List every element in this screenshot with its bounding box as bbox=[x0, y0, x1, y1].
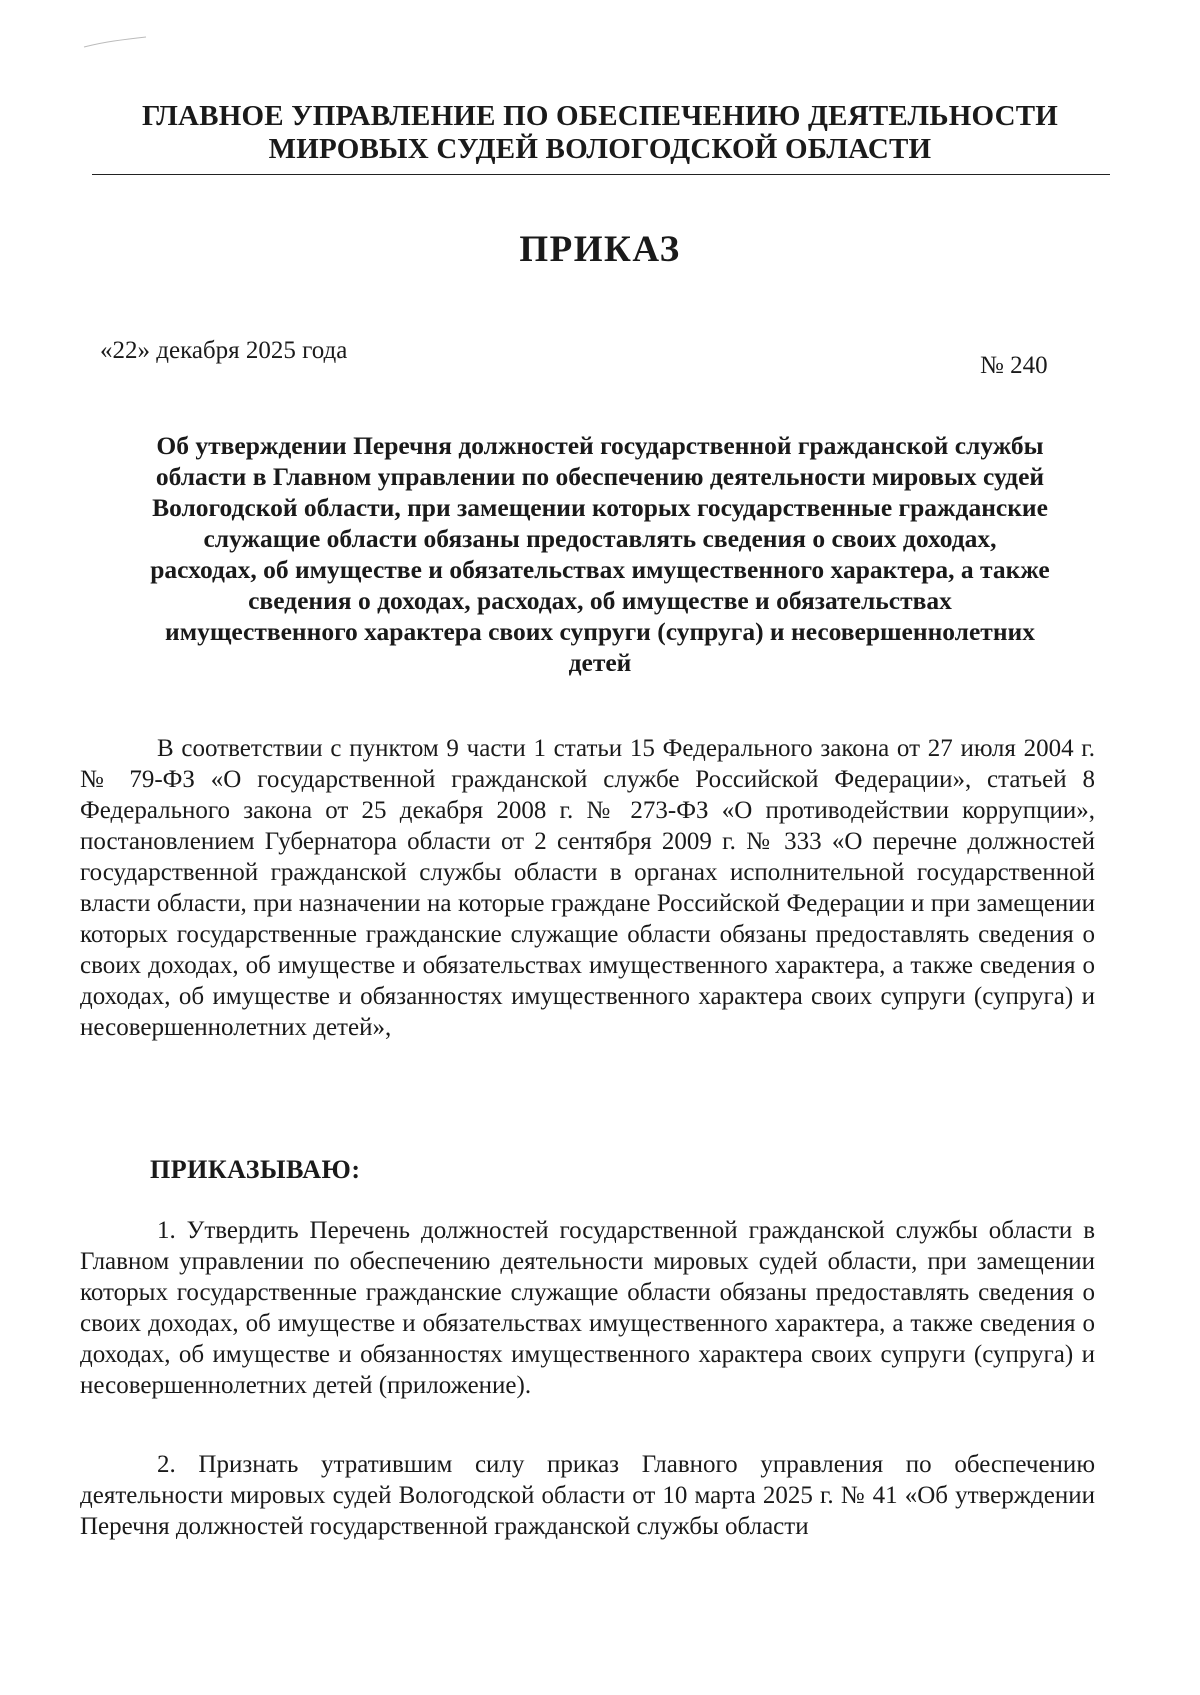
header-rule bbox=[92, 174, 1110, 175]
orders-label: ПРИКАЗЫВАЮ: bbox=[150, 1155, 361, 1184]
preamble-paragraph: В соответствии с пунктом 9 части 1 статьи 15 Федерального закона от 27 июля 2004 г. № 79-ФЗ «О государственной гражданской службе Российской Федерации», статьей 8 Федерального закона от 25 декабря 2008 г. № 273-ФЗ «О противодействии коррупции», постановлением Губернатора области от 2 сентября 2009 г. № 333 «О перечне должностей государственной гражданской службы области в органах исполнительной государственной власти области, при назначении на которые граждане Российской Федерации и при замещении которых государственные гражданские служащие области обязаны предоставлять сведения о своих доходах, об имуществе и обязательствах имущественного характера, а также сведения о доходах, об имуществе и обязанностях имущественного характера своих супруги (супруга) и несовершеннолетних детей», bbox=[80, 735, 1095, 1041]
document-date: «22» декабря 2025 года bbox=[100, 337, 348, 364]
subject-line: имущественного характера своих супруги (супруга) и несовершеннолетних bbox=[165, 617, 1035, 646]
subject-line: сведения о доходах, расходах, об имуществе и обязательствах bbox=[248, 586, 952, 615]
subject-line: Вологодской области, при замещении которых государственные гражданские bbox=[152, 493, 1048, 522]
order-item-1: 1. Утвердить Перечень должностей государственной гражданской службы области в Главном управлении по обеспечению деятельности мировых судей области, при замещении которых государственные гражданские служащие области обязаны предоставлять сведения о своих доходах, об имуществе и обязательствах имущественного характера, а также сведения о доходах, об имуществе и обязанностях имущественного характера своих супруги (супруга) и несовершеннолетних детей (приложение). bbox=[80, 1217, 1095, 1399]
subject-line: служащие области обязаны предоставлять сведения о своих доходах, bbox=[203, 524, 997, 553]
organization-line-2: МИРОВЫХ СУДЕЙ ВОЛОГОДСКОЙ ОБЛАСТИ bbox=[268, 133, 932, 165]
order-item-2: 2. Признать утратившим силу приказ Главного управления по обеспечению деятельности мировых судей Вологодской области от 10 марта 2025 г. № 41 «Об утверждении Перечня должностей государственной гражданской службы области bbox=[80, 1451, 1095, 1540]
subject-line: Об утверждении Перечня должностей государственной гражданской службы bbox=[156, 431, 1044, 460]
scan-mark-icon bbox=[80, 35, 150, 51]
document-number: № 240 bbox=[980, 352, 1048, 379]
subject-line: области в Главном управлении по обеспечению деятельности мировых судей bbox=[155, 462, 1045, 491]
subject-line: детей bbox=[568, 648, 632, 677]
subject-line: расходах, об имуществе и обязательствах имущественного характера, а также bbox=[150, 555, 1050, 584]
document-subject bbox=[78, 430, 1122, 678]
organization-line-1: ГЛАВНОЕ УПРАВЛЕНИЕ ПО ОБЕСПЕЧЕНИЮ ДЕЯТЕЛЬНОСТИ bbox=[141, 100, 1059, 132]
organization-name bbox=[90, 100, 1110, 166]
document-type: ПРИКАЗ bbox=[519, 229, 681, 270]
